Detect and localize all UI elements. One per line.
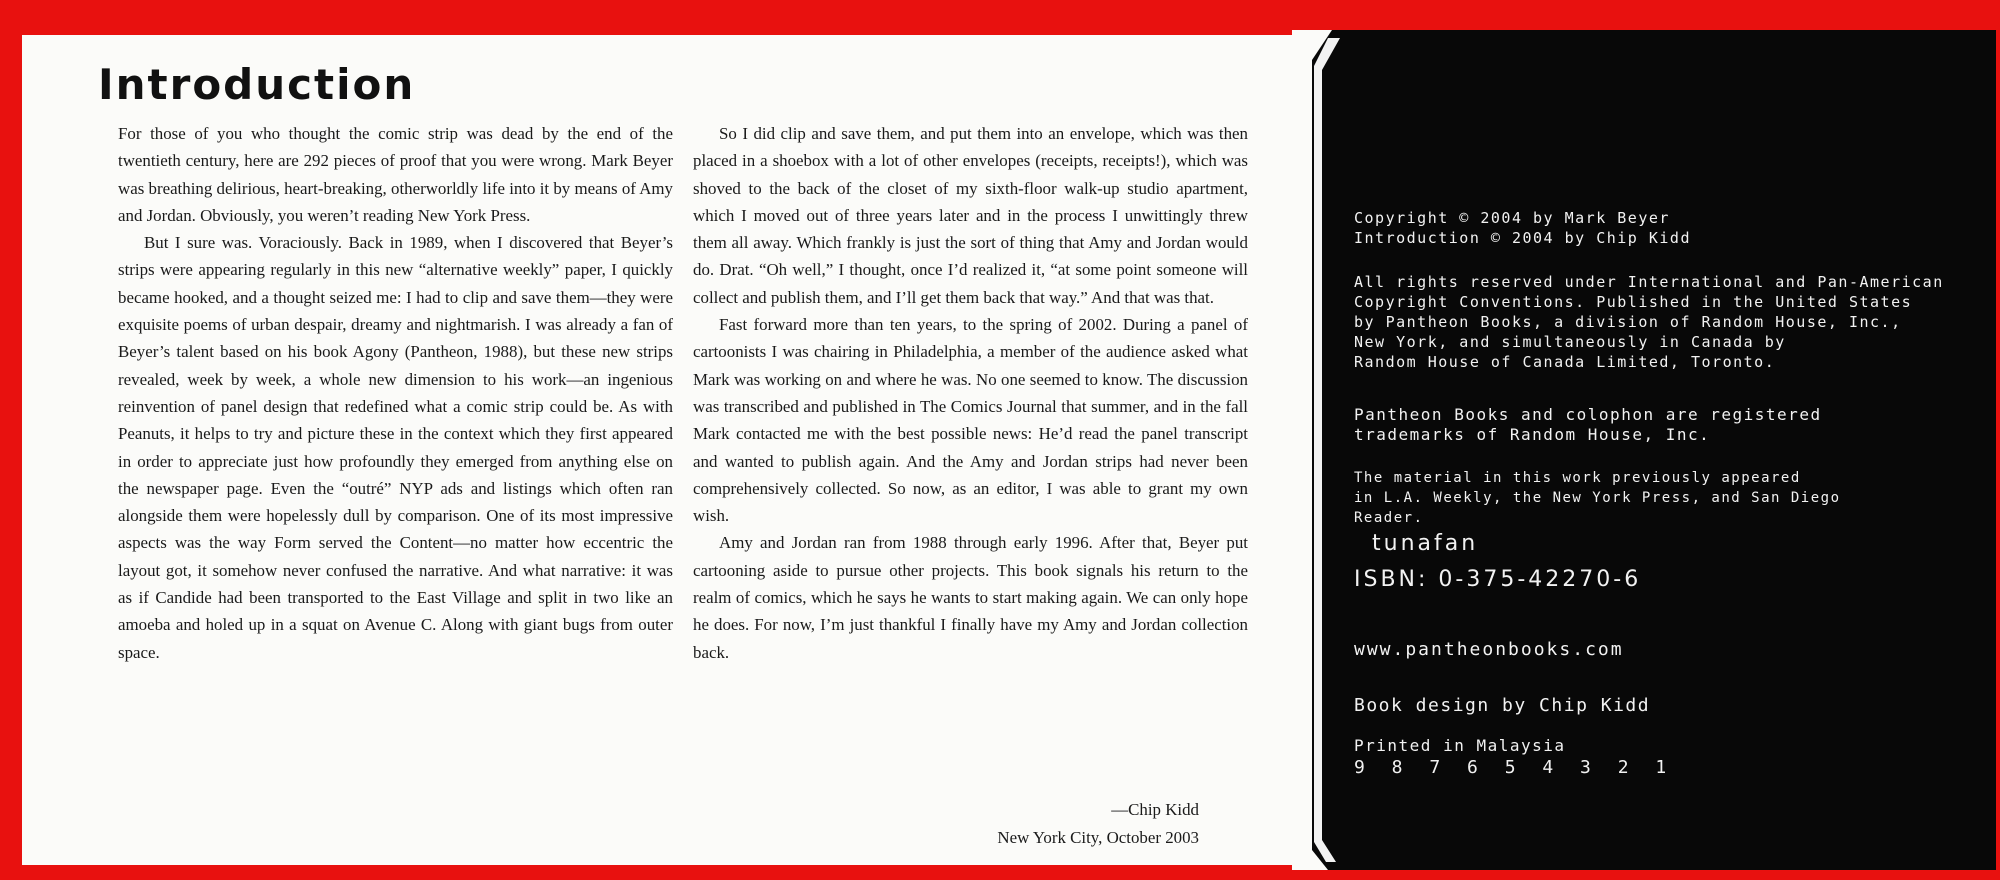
- text-column-left: [118, 120, 673, 666]
- paragraph: Fast forward more than ten years, to the spring of 2002. During a panel of cartoonists I was chairing in Philadelphia, a member of the audience asked what Mark was working on and where he was. No one seemed to know. The discussion was transcribed and published in The Comics Journal that summer, and in the fall Mark contacted me with the best possible news: He’d read the panel transcript and wanted to publish again. And the Amy and Jordan strips had never been comprehensively collected. So now, as an editor, I was able to grant my own wish.: [693, 315, 1248, 526]
- printed-text: Printed in Malaysia: [1354, 736, 1566, 755]
- rights-text: All rights reserved under International and Pan-American Copyright Conventions. Published in the United States by Pantheon Books, a division of Random House, Inc., New York, and simultaneously in Canada by Random House of Canada Limited, Toronto.: [1354, 273, 1944, 371]
- paragraph: Amy and Jordan ran from 1988 through early 1996. After that, Beyer put cartooning aside to pursue other projects. This book signals his return to the realm of comics, which he says he wants to start making again. We can only hope he does. For now, I’m just thankful I finally have my Amy and Jordan collection back.: [693, 533, 1248, 662]
- trademark-text: Pantheon Books and colophon are registered trademarks of Random House, Inc.: [1354, 405, 1822, 444]
- paragraph: For those of you who thought the comic strip was dead by the end of the twentieth century, here are 292 pieces of proof that you were wrong. Mark Beyer was breathing delirious, heart-breaking, otherworldly life into it by means of Amy and Jordan. Obviously, you weren’t reading New York Press.: [118, 124, 673, 225]
- page-title: Introduction: [98, 60, 416, 109]
- text-column-right: [693, 120, 1248, 666]
- isbn-text: ISBN: 0-375-42270-6: [1354, 567, 1642, 592]
- paragraph: So I did clip and save them, and put them into an envelope, which was then placed in a shoebox with a lot of other envelopes (receipts, receipts!), which was shoved to the back of the closet of my sixth-floor walk-up studio apartment, which I moved out of three years later and in the process I unwittingly threw them all away. Which frankly is just the sort of thing that Amy and Jordan would do. Drat. “Oh well,” I thought, once I’d realized it, “at some point someone will collect and publish them, and I’ll get them back that way.” And that was that.: [693, 124, 1248, 307]
- paragraph: But I sure was. Voraciously. Back in 1989, when I discovered that Beyer’s strips were appearing regularly in this new “alternative weekly” paper, I quickly became hooked, and a thought seized me: I had to clip and save them—they were exquisite poems of urban despair, dreamy and nightmarish. I was already a fan of Beyer’s talent based on his book Agony (Pantheon, 1988), but these new strips revealed, week by week, a whole new dimension to his work—an ingenious reinvention of panel design that redefined what a comic strip could be. As with Peanuts, it helps to try and picture these in the context which they first appeared in order to appreciate just how profoundly they emerged from anything else on the newspaper page. Even the “outré” NYP ads and listings which often ran alongside them were hopelessly dull by comparison. One of its most impressive aspects was the way Form served the Content—no matter how eccentric the layout got, it somehow never confused the narrative. And what narrative: it was as if Candide had been transported to the East Village and split in two like an amoeba and holed up in a squat on Avenue C. Along with giant bugs from outer space.: [118, 233, 673, 662]
- website-text: www.pantheonbooks.com: [1354, 639, 1624, 660]
- design-credit: Book design by Chip Kidd: [1354, 695, 1651, 716]
- tunafan-logo-text: tunafan: [1372, 531, 1479, 556]
- copyright-text: Copyright © 2004 by Mark Beyer Introduction © 2004 by Chip Kidd: [1354, 209, 1691, 247]
- signature: —Chip Kidd: [1111, 800, 1199, 819]
- material-text: The material in this work previously appeared in L.A. Weekly, the New York Press, and San Diego Reader.: [1354, 470, 1841, 526]
- printing-numbers: 9 8 7 6 5 4 3 2 1: [1354, 757, 1675, 778]
- panel-border: [1292, 30, 1352, 870]
- place-date: New York City, October 2003: [997, 828, 1199, 847]
